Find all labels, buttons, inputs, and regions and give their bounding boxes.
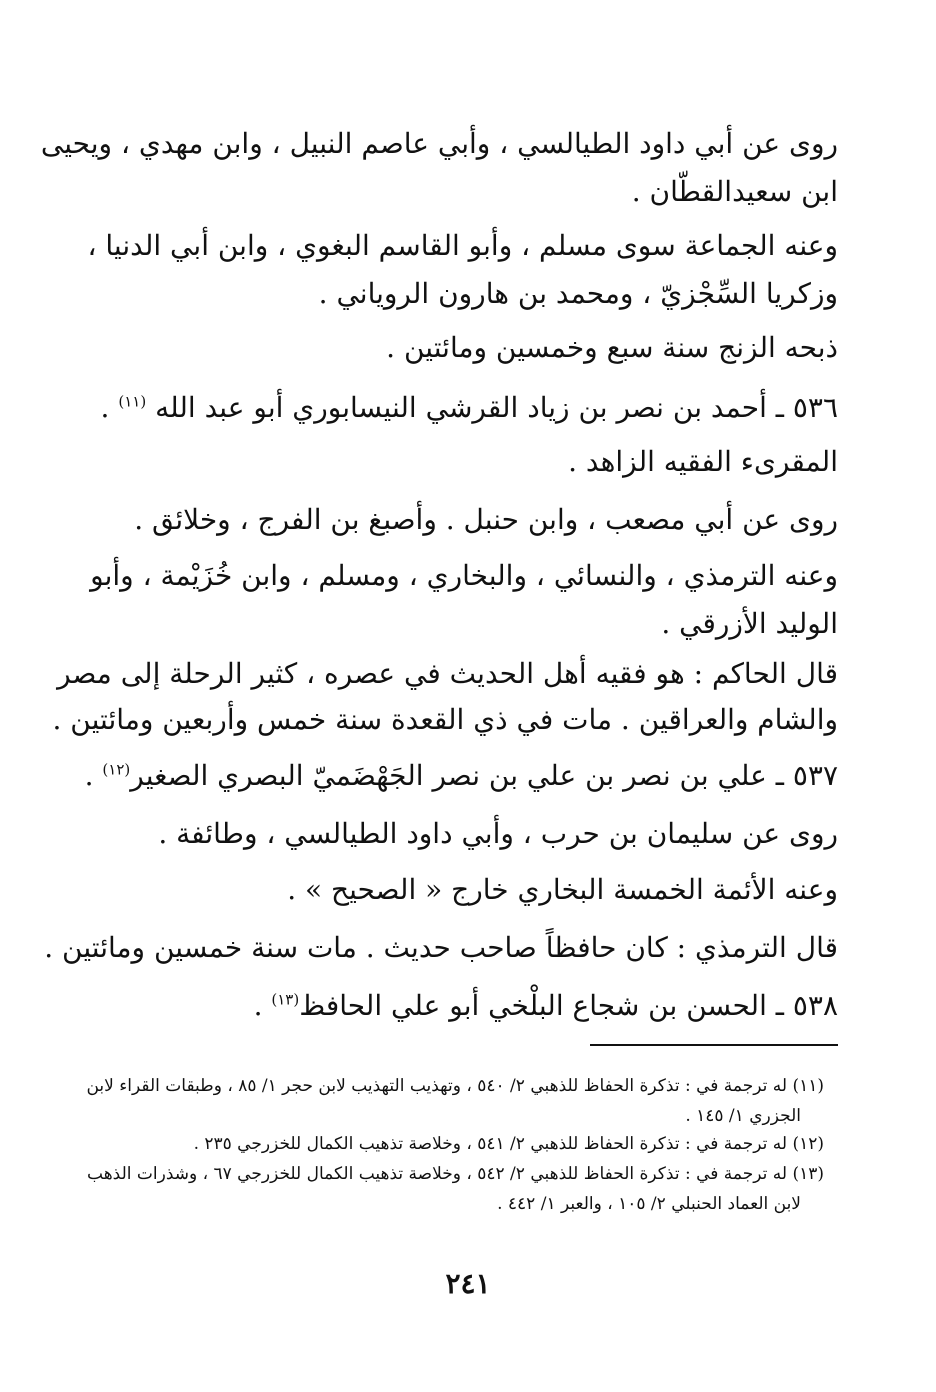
entry-536-heading (100, 388, 838, 428)
entry-536-text: ٥٣٦ ـ أحمد بن نصر بن زياد القرشي النيسابوري أبو عبد الله (155, 391, 838, 424)
entry-537-text: ٥٣٧ ـ علي بن نصر بن علي بن نصر الجَهْضَميّ البصري الصغير (130, 759, 838, 792)
entry-538-heading (100, 986, 838, 1026)
entry-538-end: . (253, 989, 272, 1022)
body-line-15: وعنه الأئمة الخمسة البخاري خارج « الصحيح » . (287, 873, 838, 906)
body-line-16: قال الترمذي : كان حافظاً صاحب حديث . مات سنة خمسين ومائتين . (44, 931, 838, 964)
body-line-4: وزكريا السِّجْزيّ ، ومحمد بن هارون الروياني . (318, 277, 838, 310)
body-line-12: والشام والعراقين . مات في ذي القعدة سنة خمس وأربعين ومائتين . (52, 703, 838, 736)
body-line-9: وعنه الترمذي ، والنسائي ، والبخاري ، ومسلم ، وابن خُزَيْمة ، وأبو (90, 559, 838, 592)
footnote-divider (590, 1044, 838, 1046)
footnote-13-line-1: (١٣) له ترجمة في : تذكرة الحفاظ للذهبي ٢/ ٥٤٢ ، وخلاصة تذهيب الكمال للخزرجي ٦٧ ، وشذرات الذهب (87, 1164, 824, 1184)
entry-538-text: ٥٣٨ ـ الحسن بن شجاع البلْخي أبو علي الحافظ (299, 989, 838, 1022)
footnote-ref-13: (١٣) (271, 990, 300, 1009)
entry-537-heading (84, 756, 838, 796)
footnote-ref-12: (١٢) (102, 760, 131, 779)
body-line-5: ذبحه الزنج سنة سبع وخمسين ومائتين . (386, 331, 838, 364)
footnote-ref-11: (١١) (118, 392, 147, 411)
footnote-11-line-1: (١١) له ترجمة في : تذكرة الحفاظ للذهبي ٢/ ٥٤٠ ، وتهذيب التهذيب لابن حجر ١/ ٨٥ ، وطبقات القراء لابن (86, 1076, 824, 1096)
body-line-2: ابن سعيدالقطّان . (631, 175, 838, 208)
entry-536-end: . (100, 391, 119, 424)
footnote-11-line-2: الجزري ١/ ١٤٥ . (685, 1106, 801, 1126)
page-number: ٢٤١ (445, 1267, 491, 1300)
body-line-10: الوليد الأزرقي . (661, 607, 838, 640)
footnote-12: (١٢) له ترجمة في : تذكرة الحفاظ للذهبي ٢/ ٥٤١ ، وخلاصة تذهيب الكمال للخزرجي ٢٣٥ . (193, 1134, 824, 1154)
body-line-7: المقرىء الفقيه الزاهد . (568, 445, 838, 478)
body-line-8: روى عن أبي مصعب ، وابن حنبل . وأصبغ بن الفرج ، وخلائق . (134, 503, 838, 536)
body-line-14: روى عن سليمان بن حرب ، وأبي داود الطيالسي ، وطائفة . (158, 817, 838, 850)
footnote-13-line-2: لابن العماد الحنبلي ٢/ ١٠٥ ، والعبر ١/ ٤٤٢ . (497, 1194, 801, 1214)
body-line-3: وعنه الجماعة سوى مسلم ، وأبو القاسم البغوي ، وابن أبي الدنيا ، (87, 229, 838, 262)
body-line-1: روى عن أبي داود الطيالسي ، وأبي عاصم النبيل ، وابن مهدي ، ويحيى (40, 127, 838, 160)
body-line-11: قال الحاكم : هو فقيه أهل الحديث في عصره ، كثير الرحلة إلى مصر (57, 657, 838, 690)
entry-537-end: . (84, 759, 103, 792)
